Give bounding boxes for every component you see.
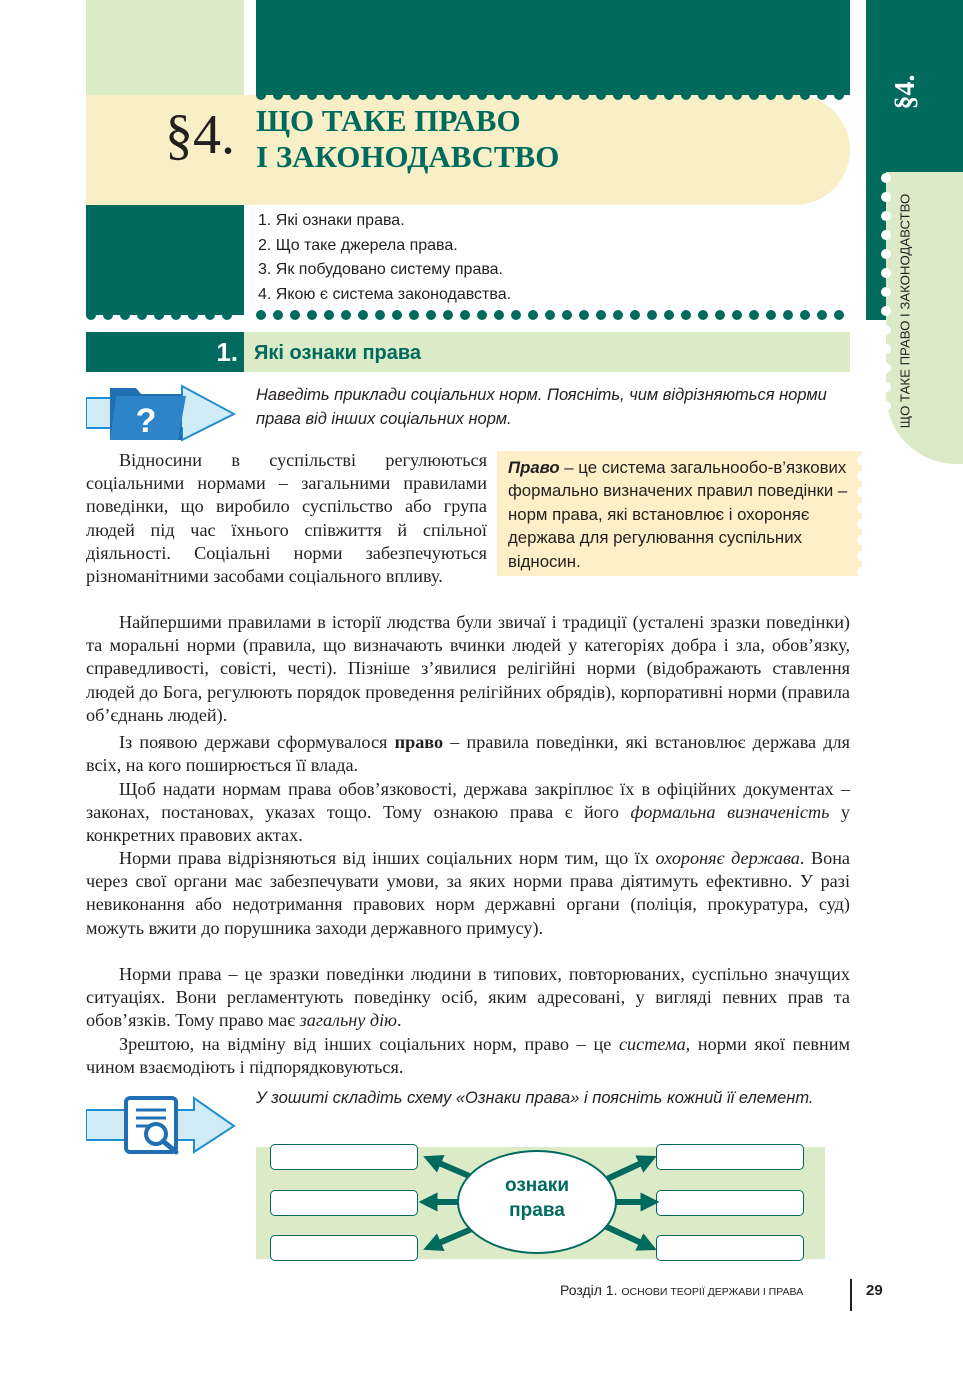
scallop-dot xyxy=(341,310,351,320)
scallop-dot xyxy=(834,310,844,320)
task-text: Наведіть приклади соціальних норм. Поясніть, чим відрізняються норми права від інших соціальних норм. xyxy=(256,386,827,428)
scallop-dot xyxy=(881,325,891,335)
scallop-dot xyxy=(857,455,867,465)
scallop-dot xyxy=(881,211,891,221)
scallop-dot xyxy=(715,310,725,320)
scallop-dot xyxy=(881,249,891,259)
scallop-dot xyxy=(766,90,776,100)
scallop-dot xyxy=(426,310,436,320)
section-title: Які ознаки права xyxy=(254,342,422,364)
scallop-dot xyxy=(881,344,891,354)
scallop-dot xyxy=(647,310,657,320)
definition-body: – це система загальнообо-в’язкових формально визначених правил поведінки – норм права, які встановлює і охороняє держава для регулювання суспільних відносин. xyxy=(508,458,848,571)
task-text: У зошиті складіть схему «Ознаки права» і поясніть кожний її елемент. xyxy=(256,1089,814,1107)
scallop-dot xyxy=(664,310,674,320)
scallop-dot xyxy=(596,90,606,100)
scallop-dot xyxy=(800,310,810,320)
scallop-dot xyxy=(426,90,436,100)
definition-text xyxy=(508,456,848,573)
scallop-dot xyxy=(409,310,419,320)
svg-text:?: ? xyxy=(135,402,157,440)
scallop-dot xyxy=(749,90,759,100)
header-light-block xyxy=(86,0,244,95)
body-paragraph: Відносини в суспільстві регулюються соціальними нормами – загальними правилами поведінки, що виробило суспільство або група людей під час їхнього співжиття й спільної діяльності. Соціальні норми забезпечуються різноманітними засобами соціального впливу. xyxy=(86,450,487,587)
scallop-dot xyxy=(137,310,147,320)
footer-divider xyxy=(850,1279,852,1311)
scallop-dot xyxy=(881,363,891,373)
scallop-dot xyxy=(834,90,844,100)
scallop-dot xyxy=(171,310,181,320)
scallop-dot xyxy=(881,287,891,297)
scallop-dot xyxy=(341,90,351,100)
body-paragraph: Щоб надати нормам права обов’язковості, держава закріплює їх в офіційних документах – законах, постановах, указах тощо. Тому ознакою права є його формальна визначеність у конкретних правових актах. xyxy=(86,779,851,846)
scallop-dot xyxy=(358,310,368,320)
lesson-questions xyxy=(258,209,511,307)
document-search-icon xyxy=(86,1094,236,1156)
paragraph-number: §4. xyxy=(165,104,235,166)
scallop-dot xyxy=(881,230,891,240)
body-paragraph: Із появою держави сформувалося право – правила поведінки, які встановлює держава для всіх, на кого поширюється її влада. xyxy=(86,732,850,776)
scallop-dot xyxy=(528,90,538,100)
scallop-dot xyxy=(857,487,867,497)
scallop-dot xyxy=(766,310,776,320)
scallop-dot xyxy=(205,310,215,320)
scallop-dot xyxy=(494,90,504,100)
scallop-dot xyxy=(630,310,640,320)
side-paragraph-number: §4. xyxy=(890,74,921,110)
body-paragraph: Норми права відрізняються від інших соціальних норм тим, що їх охороняє держава. Вона через свої органи має забезпечувати умови, за яких норми права діятимуть ефективно. У разі невиконання або недотримання правових норм державні органи (поліція, прокуратура, суд) можуть вжити до порушника заходи державного примусу). xyxy=(86,848,851,938)
scallop-dot xyxy=(613,90,623,100)
scallop-dot xyxy=(857,519,867,529)
footer-section-label: Розділ 1. ОСНОВИ ТЕОРІЇ ДЕРЖАВИ І ПРАВА xyxy=(560,1282,804,1298)
scallop-dot xyxy=(857,567,867,577)
scallop-dot xyxy=(881,268,891,278)
scallop-dot xyxy=(857,503,867,513)
scallop-dot xyxy=(273,90,283,100)
scallop-dot xyxy=(375,310,385,320)
body-paragraph: Найпершими правилами в історії людства були звичаї і традиції (усталені зразки поведінки) та моральні норми (правила, що визначають вчинки людей у категоріях добра і зла, обов’язку, справедливості, совісті, честі). Пізніше з’явилися релігійні норми (відображають ставлення людей до Бога, регулюють порядок проведення релігійних обрядів), корпоративні норми (правила об’єднань людей). xyxy=(86,612,850,725)
scallop-dot xyxy=(732,90,742,100)
scallop-dot xyxy=(392,90,402,100)
body-paragraph: Зрештою, на відміну від інших соціальних норм, право – це система, норми якої певним чином взаємодіють і підпорядковуються. xyxy=(86,1034,850,1078)
scallop-dot xyxy=(375,90,385,100)
question-item: 4. Якою є система законодавства. xyxy=(258,285,512,303)
scallop-dot xyxy=(579,310,589,320)
scallop-dot xyxy=(817,310,827,320)
question-item: 3. Як побудовано систему права. xyxy=(258,261,503,278)
scallop-dot xyxy=(881,382,891,392)
scallop-dot xyxy=(409,90,419,100)
scallop-dot xyxy=(511,310,521,320)
scallop-dot xyxy=(881,306,891,316)
scallop-dot xyxy=(256,310,266,320)
scallop-dot xyxy=(154,310,164,320)
scallop-dot xyxy=(562,310,572,320)
scallop-dot xyxy=(545,310,555,320)
scallop-dot xyxy=(857,471,867,481)
page-number: 29 xyxy=(866,1282,883,1299)
scallop-dot xyxy=(817,90,827,100)
scallop-dot xyxy=(103,310,113,320)
scallop-dot xyxy=(647,90,657,100)
scallop-dot xyxy=(562,90,572,100)
question-item: 1. Які ознаки права. xyxy=(258,212,405,229)
scallop-dot xyxy=(881,173,891,183)
scallop-dot xyxy=(857,551,867,561)
scallop-dot xyxy=(222,310,232,320)
scallop-dot xyxy=(681,90,691,100)
scallop-dot xyxy=(596,310,606,320)
title-line-2: І ЗАКОНОДАВСТВО xyxy=(256,139,560,174)
header-teal-left-block xyxy=(86,205,244,315)
scallop-dot xyxy=(732,310,742,320)
scallop-dot xyxy=(460,310,470,320)
scallop-dot xyxy=(749,310,759,320)
scallop-dot xyxy=(511,90,521,100)
scallop-dot xyxy=(120,310,130,320)
scallop-dot xyxy=(681,310,691,320)
scallop-dot xyxy=(494,310,504,320)
scallop-dot xyxy=(528,310,538,320)
scallop-dot xyxy=(392,310,402,320)
scallop-dot xyxy=(358,90,368,100)
scallop-dot xyxy=(443,310,453,320)
diagram-center-label: ознаки права xyxy=(504,1175,570,1221)
scallop-dot xyxy=(307,90,317,100)
scallop-dot xyxy=(800,90,810,100)
section-number: 1. xyxy=(216,337,238,367)
scallop-dot xyxy=(783,310,793,320)
scallop-dot xyxy=(857,535,867,545)
scallop-dot xyxy=(664,90,674,100)
title-line-1: ЩО ТАКЕ ПРАВО xyxy=(256,103,521,138)
scallop-dot xyxy=(86,310,96,320)
question-folder-icon xyxy=(86,382,236,444)
scallop-dot xyxy=(460,90,470,100)
scallop-dot xyxy=(613,310,623,320)
scallop-dot xyxy=(783,90,793,100)
scallop-dot xyxy=(881,401,891,411)
body-paragraph: Норми права – це зразки поведінки людини в типових, повторюваних, суспільно значущих ситуаціях. Вони регламентують поведінку осіб, яким адресовані, у вигляді певних прав та обов’язків. Тому право має загальну дію. xyxy=(86,964,850,1031)
side-tab-title: ЩО ТАКЕ ПРАВО І ЗАКОНОДАВСТВО xyxy=(897,193,913,429)
scallop-dot xyxy=(698,90,708,100)
scallop-dot xyxy=(443,90,453,100)
scallop-dot xyxy=(698,310,708,320)
question-item: 2. Що таке джерела права. xyxy=(258,236,458,254)
scallop-dot xyxy=(630,90,640,100)
scallop-dot xyxy=(307,310,317,320)
definition-term: Право xyxy=(508,458,560,477)
scallop-dot xyxy=(477,310,487,320)
scallop-dot xyxy=(273,310,283,320)
scallop-dot xyxy=(545,90,555,100)
scallop-dot xyxy=(715,90,725,100)
scallop-dot xyxy=(188,310,198,320)
scallop-dot xyxy=(324,310,334,320)
scallop-dot xyxy=(290,90,300,100)
scallop-dot xyxy=(881,420,891,430)
side-tab-title-wrap xyxy=(893,180,917,442)
scallop-dot xyxy=(579,90,589,100)
scallop-dot xyxy=(256,90,266,100)
scallop-dot xyxy=(324,90,334,100)
scallop-dot xyxy=(881,192,891,202)
scallop-dot xyxy=(477,90,487,100)
scallop-dot xyxy=(290,310,300,320)
header-teal-block xyxy=(256,0,850,95)
page-title xyxy=(256,103,559,175)
